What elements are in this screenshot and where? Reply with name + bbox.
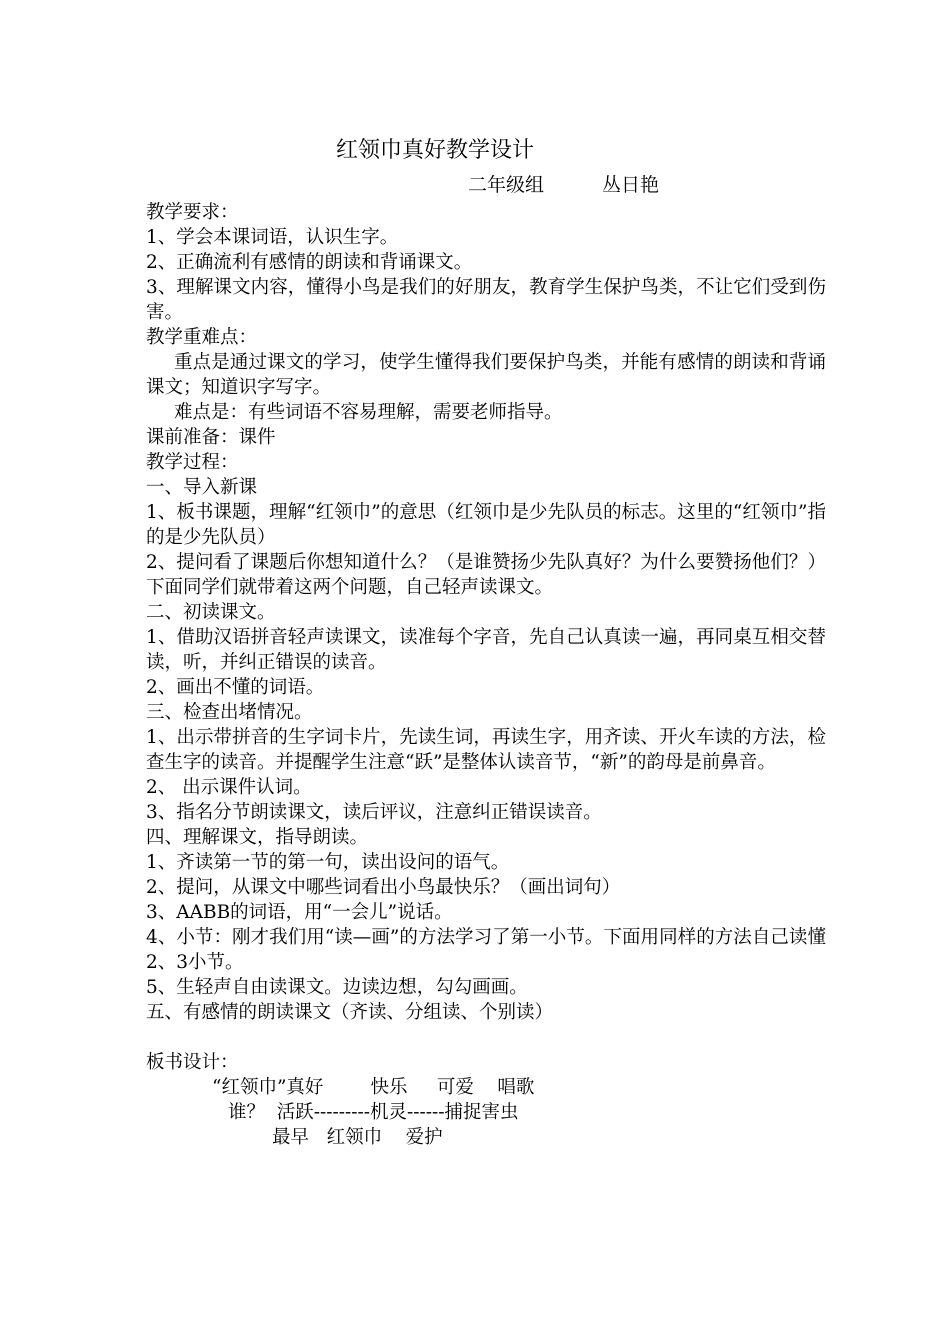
- board-line-1: “红领巾”真好 快乐 可爱 唱歌: [212, 1077, 535, 1098]
- hard-point-text: 难点是：有些词语不容易理解，需要老师指导。: [174, 402, 563, 423]
- document-body: [146, 200, 826, 1150]
- process-heading: 教学过程：: [146, 452, 239, 473]
- page-title: 红领巾真好教学设计: [336, 138, 535, 163]
- process-item: 2、 出示课件认词。: [146, 777, 312, 798]
- process-item: 1、板书课题，理解“红领巾”的意思（红领巾是少先队员的标志。这里的“红领巾”指的是少先队员）: [146, 502, 826, 548]
- difficulties-heading: 教学重难点：: [146, 327, 258, 348]
- process-item: 2、提问，从课文中哪些词看出小鸟最快乐？（画出词句）: [146, 877, 621, 898]
- requirement-item: 1、学会本课词语，认识生字。: [146, 227, 399, 248]
- process-item: 3、AABB的词语，用“一会儿”说话。: [146, 902, 453, 923]
- process-item: 2、画出不懂的词语。: [146, 677, 325, 698]
- requirement-item: 2、正确流利有感情的朗读和背诵课文。: [146, 252, 473, 273]
- requirement-item: 3、理解课文内容，懂得小鸟是我们的好朋友，教育学生保护鸟类，不让它们受到伤害。: [146, 277, 826, 323]
- process-item: 1、借助汉语拼音轻声读课文，读准每个字音，先自己认真读一遍，再同桌互相交替读，听，并纠正错误的读音。: [146, 627, 826, 673]
- process-item: 3、指名分节朗读课文，读后评议，注意纠正错误读音。: [146, 802, 602, 823]
- author-name: 丛日艳: [602, 174, 660, 196]
- process-item: 4、小节：刚才我们用“读—画”的方法学习了第一小节。下面用同样的方法自己读懂2、3小节。: [146, 927, 826, 973]
- process-item: 5、生轻声自由读课文。边读边想，勾勾画画。: [146, 977, 528, 998]
- author-group: 二年级组: [468, 174, 545, 196]
- section-title: 五、有感情的朗读课文（齐读、分组读、个别读）: [146, 1002, 554, 1023]
- section-title: 四、理解课文，指导朗读。: [146, 827, 369, 848]
- section-title: 一、导入新课: [146, 477, 258, 498]
- process-item: 2、提问看了课题后你想知道什么？（是谁赞扬少先队真好？为什么要赞扬他们？）下面同学们就带着这两个问题，自己轻声读课文。: [146, 552, 826, 598]
- process-item: 1、出示带拼音的生字词卡片，先读生词，再读生字，用齐读、开火车读的方法，检查生字的读音。并提醒学生注意“跃”是整体认读音节，“新”的韵母是前鼻音。: [146, 727, 826, 773]
- board-heading: 板书设计：: [146, 1052, 239, 1073]
- author-line: [468, 172, 659, 198]
- section-title: 二、初读课文。: [146, 602, 276, 623]
- process-item: 1、齐读第一节的第一句，读出设问的语气。: [146, 852, 510, 873]
- section-title: 三、检查出堵情况。: [146, 702, 313, 723]
- board-line-3: 最早 红领巾 爱护: [272, 1127, 443, 1148]
- board-line-2: 谁？ 活跃---------机灵------捕捉害虫: [228, 1102, 519, 1123]
- key-point-text: 重点是通过课文的学习，使学生懂得我们要保护鸟类，并能有感情的朗读和背诵课文；知道识字写字。: [146, 352, 826, 398]
- preparation-text: 课前准备：课件: [146, 427, 276, 448]
- requirements-heading: 教学要求：: [146, 202, 239, 223]
